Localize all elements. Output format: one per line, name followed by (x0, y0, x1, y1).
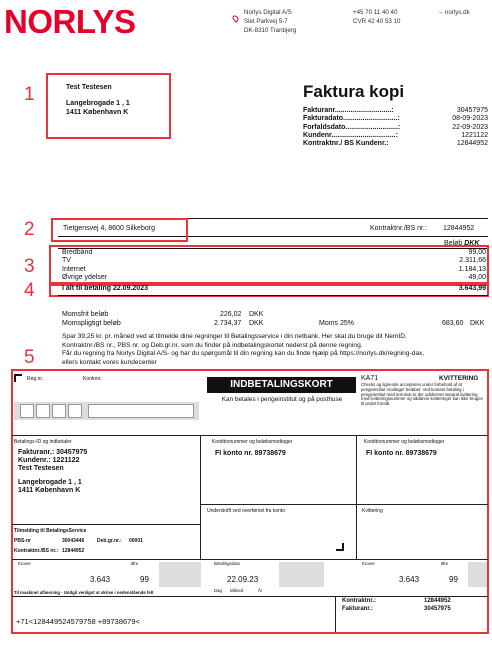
tilmelding-label: Tilmelding til BetalingsService (14, 528, 87, 534)
deb-value: 00001 (129, 538, 143, 544)
company-name: Norlys Digital A/S (244, 9, 292, 16)
field-label: Forfaldsdato...........................: (303, 123, 401, 131)
ocr-line: +71<128449524579758 +89738679< (16, 617, 140, 626)
info-line: Spar 39,25 kr. pr. måned ved at tilmelde dine regninger til Betalingsservice i din netbank. Her skal du bruge dit NemID, (62, 333, 407, 340)
amount-label: Beløb (444, 240, 463, 247)
ore-label: Øre (131, 561, 139, 566)
corner-mark (14, 374, 22, 382)
ka-notice: Checks og lignende accepteres under forbehold af at pengeinstitut modtager beløbet. Ved kontant betaling i pengeinstitut med terminal er der udskrevet separat kvittering med kvitteringsnummer og sådanne kvitteringer kan ikke bruges til andet formål. (361, 382, 483, 407)
field-value: 12844952 (456, 140, 488, 148)
recipient-name: Test Testesen (66, 84, 112, 91)
kreditor-label: Kreditornummer og beløbsmodtager (212, 439, 293, 445)
installation-address: Tietgensvej 4, 8600 Silkeborg (63, 225, 155, 232)
currency-label: DKK (464, 240, 480, 247)
field-label: Kundenr.................................: (303, 131, 398, 139)
slip-divider (12, 559, 488, 560)
slip-divider (12, 435, 488, 436)
total-label: I alt til betaling 22.09.2023 (62, 285, 148, 292)
ore-value-receipt: 99 (449, 575, 458, 584)
machine-notice: Til maskinel aflæsning - Undgå venligst at skrive i nedenstående felt (14, 590, 154, 595)
line-label: TV (62, 257, 71, 265)
divider (58, 295, 488, 296)
vat-liable-label: Momspligtigt beløb (62, 320, 121, 327)
company-city: DK-8310 Tranbjerg (244, 27, 297, 34)
konto-field (88, 404, 194, 418)
betalingsdato-value: 22.09.23 (227, 575, 259, 584)
reg-field-cell (52, 404, 66, 418)
norlys-logo: NORLYS (4, 3, 136, 40)
invoice-field-row (303, 124, 488, 132)
recipient-city: 1411 København K (66, 109, 129, 116)
fakturanr-label: Fakturanr.: (342, 606, 374, 612)
corner-mark (336, 543, 344, 551)
kroner-value-receipt: 3.643 (399, 575, 420, 584)
info-line: Kontraktnr./BS nr., PBS nr. og Deb.gr.nr. som du finder på indbetalingskortet nederst på denne regning. (62, 341, 363, 349)
kontrakt-label: Kontraktnr./BS nr.: (14, 548, 59, 554)
betaling-label: Betalings-ID og indbetaler (14, 439, 72, 445)
reg-field-cell (20, 404, 34, 418)
annotation-number: 2 (24, 219, 35, 240)
reg-field-cell (68, 404, 82, 418)
vat-free-label: Momsfrit beløb (62, 311, 109, 318)
payer-line: Langebrogade 1 , 1 (18, 479, 82, 486)
ka-code: KA71 (361, 375, 379, 382)
kreditor-label-receipt: Kreditornummer og beløbsmodtager (364, 439, 445, 445)
invoice-fields (303, 107, 488, 148)
kreditor-value-receipt: FI konto nr. 89738679 (366, 450, 437, 457)
vat-free-currency: DKK (249, 311, 264, 318)
payer-details (18, 449, 87, 495)
kvittering-label: Kvittering (362, 508, 383, 514)
vat-liable-currency: DKK (249, 320, 264, 327)
reg-label: Reg.nr. (27, 376, 44, 382)
vat-moms-currency: DKK (470, 320, 485, 327)
annotation-number: 4 (24, 280, 35, 301)
company-address (244, 8, 296, 35)
kontraktnr-label: Kontraktnr.: (342, 598, 377, 604)
invoice-lines (62, 249, 486, 283)
field-label: Kontraktnr./ BS Kundenr.: (303, 140, 389, 148)
dag-label: Dag (214, 588, 222, 593)
kontrakt-value: 12844952 (62, 548, 85, 554)
company-phone: +45 70 11 40 40 (353, 9, 398, 16)
field-value: 08-09-2023 (452, 115, 488, 123)
invoice-field-row (303, 115, 488, 123)
maaned-label: Måned (230, 588, 244, 593)
line-amount: 2.311,66 (459, 257, 486, 265)
slip-divider (200, 504, 488, 505)
kroner-value: 3.643 (90, 575, 111, 584)
payer-line: Kundenr.: 1221122 (18, 457, 80, 464)
slip-title: INDBETALINGSKORT (207, 377, 356, 393)
line-label: Øvrige ydelser (62, 274, 108, 282)
deb-label: Deb.gr.nr.: (97, 538, 122, 544)
info-text (62, 333, 492, 367)
line-label: Internet (62, 265, 86, 273)
slip-divider (12, 596, 488, 597)
betalingsdato-label: Betalingsdato (214, 561, 241, 566)
invoice-title: Faktura kopi (303, 82, 405, 101)
website-text: norlys.dk (444, 9, 470, 16)
payer-line: 1411 København K (18, 487, 81, 494)
line-amount: 49,00 (468, 274, 486, 282)
invoice-line (62, 257, 486, 265)
annotation-number: 1 (24, 84, 35, 105)
contract-value: 12844952 (443, 225, 475, 232)
underskrift-label: Underskrift ved overførsel fra konto (207, 508, 286, 514)
ore-value: 99 (140, 575, 149, 584)
line-amount: 1.184,13 (458, 265, 486, 273)
arrow-right-icon: → (437, 9, 444, 16)
website-link[interactable] (437, 8, 470, 17)
line-amount: 99,00 (468, 249, 486, 256)
vat-moms-value: 683,60 (442, 320, 464, 327)
invoice-field-row (303, 132, 488, 140)
total-amount: 3.643,99 (458, 285, 486, 292)
slip-divider (356, 435, 357, 559)
vat-liable-value: 2.734,37 (214, 320, 242, 327)
pbs-label: PBS-nr (14, 538, 31, 544)
line-label: Bredbånd (62, 249, 93, 256)
contract-label: Kontraktnr./BS nr.: (370, 225, 427, 232)
slip-divider (200, 435, 201, 559)
annotation-number: 5 (24, 347, 35, 368)
slip-divider (12, 524, 200, 525)
fakturanr-value: 30457975 (424, 606, 451, 612)
payer-line: Test Testesen (18, 465, 64, 472)
invoice-line (62, 249, 486, 257)
recipient-address (66, 83, 130, 117)
pbs-value: 30043446 (62, 538, 85, 544)
invoice-field-row (303, 140, 488, 148)
field-label: Fakturadato............................: (303, 115, 400, 123)
location-pin-icon (233, 9, 238, 27)
kroner-label: Kroner (18, 561, 31, 566)
field-value: 1221122 (461, 131, 488, 139)
company-contact (353, 8, 400, 26)
recipient-street: Langebrogade 1 , 1 (66, 100, 130, 107)
kvittering-title: KVITTERING (439, 375, 479, 382)
company-cvr: CVR 42 40 53 10 (353, 18, 401, 25)
konto-label: Kontonr. (83, 376, 102, 382)
field-label: Fakturanr.............................: (303, 107, 394, 114)
field-value: 22-09-2023 (452, 123, 488, 131)
annotation-number: 3 (24, 256, 35, 277)
total-row (62, 285, 486, 292)
payer-line: Fakturanr.: 30457975 (18, 449, 88, 456)
invoice-line (62, 266, 486, 274)
kreditor-value: FI konto nr. 89738679 (215, 450, 286, 457)
shaded-field (159, 562, 201, 587)
ore-label-receipt: Øre (441, 561, 449, 566)
reg-field-cell (36, 404, 50, 418)
shaded-field (279, 562, 324, 587)
aar-label: År (258, 588, 263, 593)
invoice-field-row (303, 107, 488, 115)
slip-subtitle: Kan betales i pengeinstitut og på posthuse (221, 396, 343, 403)
kontraktnr-value: 12844952 (424, 598, 451, 604)
field-value: 30457975 (456, 107, 488, 114)
company-street: Slet Parkvej 5-7 (244, 18, 288, 25)
slip-divider (335, 596, 336, 632)
info-line: Får du regning fra Norlys Digital A/S- og har du spørgsmål til din regning kan du finde hjælp på https://norlys.dk/regning-dax, (62, 350, 425, 357)
info-line: ellers kontakt vores kundecenter (62, 358, 157, 366)
kroner-label-receipt: Kroner (362, 561, 375, 566)
shaded-field (468, 562, 487, 587)
vat-free-value: 226,02 (220, 311, 242, 318)
vat-moms-label: Moms 25% (319, 320, 355, 327)
